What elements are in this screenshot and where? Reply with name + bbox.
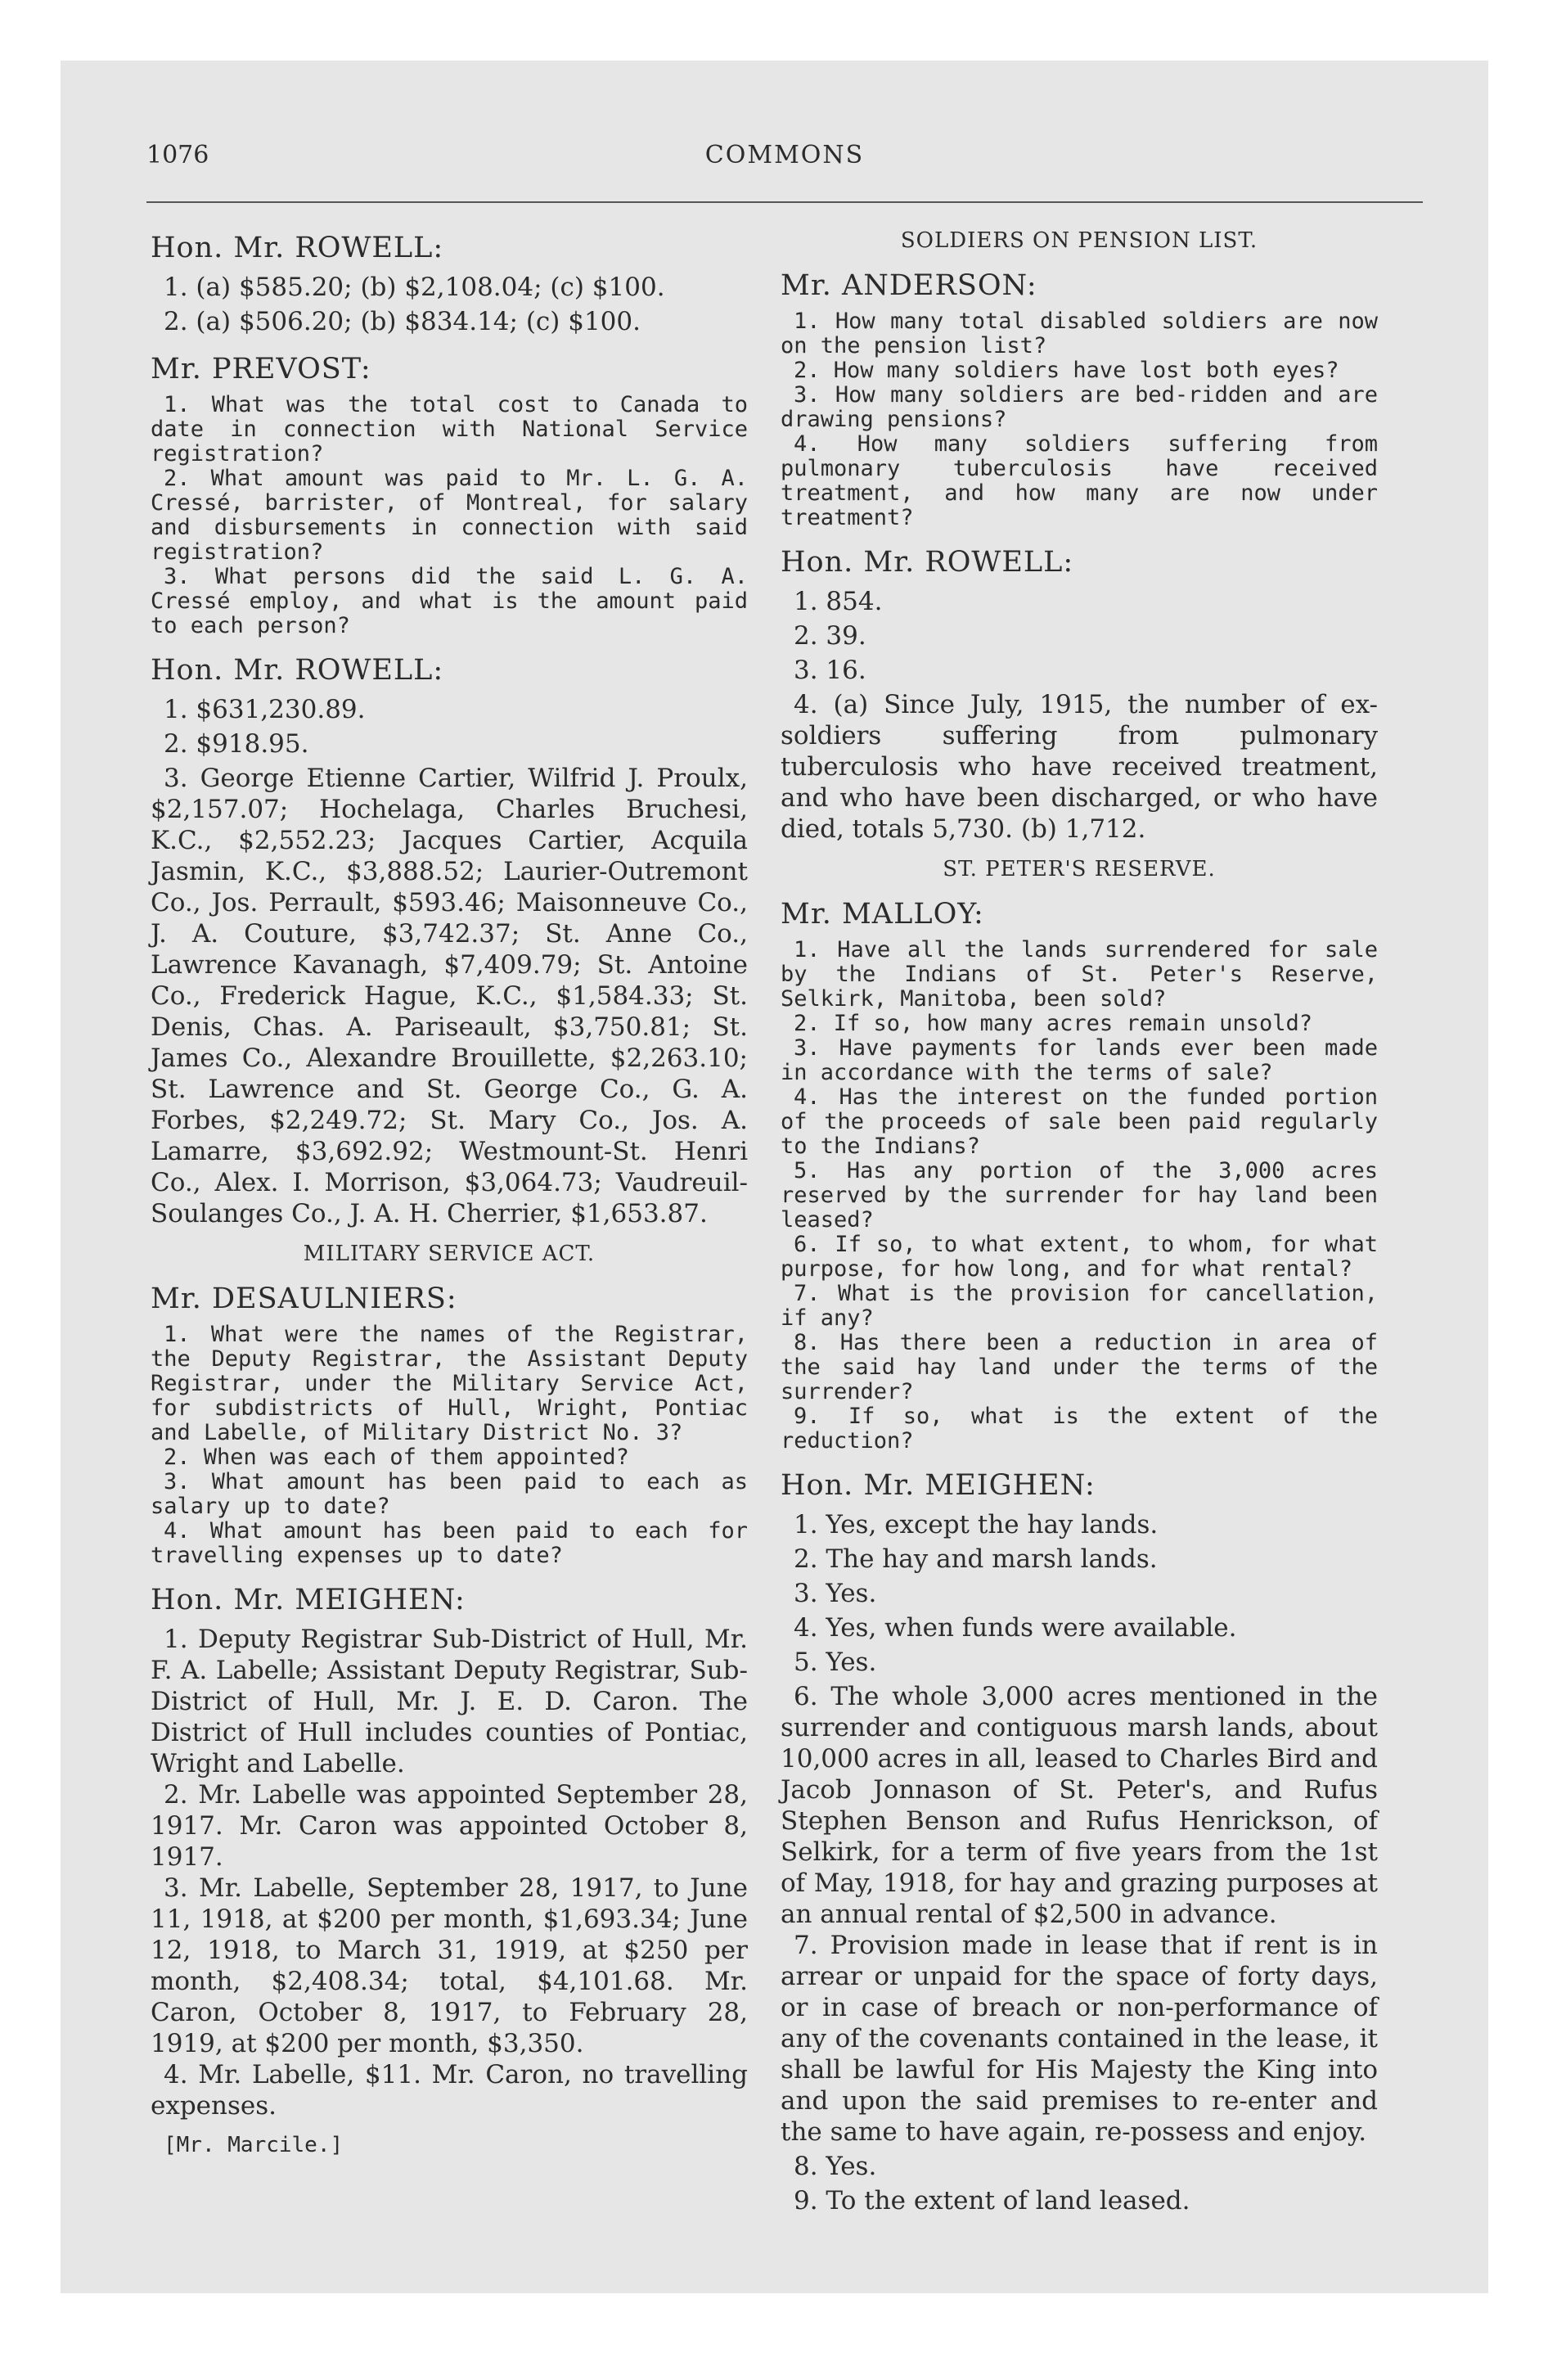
answer-item: 2. 39. — [794, 621, 866, 651]
page-scan — [61, 61, 1488, 2293]
speaker-name: Mr. PREVOST: — [151, 353, 371, 385]
answer-item: 4. Yes, when funds were available. — [794, 1613, 1237, 1643]
answer-item: 3. Yes. — [794, 1579, 877, 1608]
answer-item: 9. To the extent of land leased. — [794, 2186, 1190, 2215]
answer-item: 1. $631,230.89. — [164, 695, 366, 724]
rowell-answer-block — [781, 545, 1378, 845]
answer-item: 2. Mr. Labelle was appointed September 28, 1917. Mr. Caron was appointed October 8, 1917. — [151, 1780, 748, 1872]
rowell-answer-block — [151, 653, 748, 1229]
running-head: COMMONS — [704, 141, 865, 169]
question-item: 6. If so, to what extent, to whom, for what purpose, for how long, and for what rental? — [781, 1232, 1378, 1282]
answer-item: 8. Yes. — [794, 2152, 877, 2181]
page-number: 1076 — [146, 141, 209, 169]
section-heading: MILITARY SERVICE ACT. — [303, 1242, 596, 1266]
question-item: 4. What amount has been paid to each for travelling expenses up to date? — [151, 1518, 748, 1568]
answer-item: 6. The whole 3,000 acres mentioned in the surrender and contiguous marsh lands, about 10,000 acres in all, leased to Charles Bird and Jacob Jonnason of St. Peter's, and Rufus Stephen Benson and Rufus Henrickson, of Selkirk, for a term of five years from the 1st of May, 1918, for hay and grazing purposes at an annual rental of $2,500 in advance. — [781, 1682, 1378, 1929]
question-item: 9. If so, what is the extent of the reduction? — [781, 1404, 1378, 1454]
rowell-answer-block — [151, 231, 748, 337]
answer-item: 3. George Etienne Cartier, Wilfrid J. Proulx, $2,157.07; Hochelaga, Charles Bruchesi, K.C., $2,552.23; Jacques Cartier, Acquila Jasmin, K.C., $3,888.52; Laurier-Outremont Co., Jos. Perrault, $593.46; Maisonneuve Co., J. A. Couture, $3,742.37; St. Anne Co., Lawrence Kavanagh, $7,409.79; St. Antoine Co., Frederick Hague, K.C., $1,584.33; St. Denis, Chas. A. Pariseault, $3,750.81; St. James Co., Alexandre Brouillette, $2,263.10; St. Lawrence and St. George Co., G. A. Forbes, $2,249.72; St. Mary Co., Jos. A. Lamarre, $3,692.92; Westmount-St. Henri Co., Alex. I. Morrison, $3,064.73; Vaudreuil-Soulanges Co., J. A. H. Cherrier, $1,653.87. — [151, 764, 748, 1228]
speaker-name: Hon. Mr. ROWELL: — [151, 232, 444, 264]
answer-item: 1. Deputy Registrar Sub-District of Hull, Mr. F. A. Labelle; Assistant Deputy Registrar, Sub-District of Hull, Mr. J. E. D. Caron. The District of Hull includes counties of Pontiac, Wright and Labelle. — [151, 1625, 748, 1778]
question-item: 4. How many soldiers suffering from pulmonary tuberculosis have received treatment, and how many are now under treatment? — [781, 431, 1378, 530]
answer-item: 2. (a) $506.20; (b) $834.14; (c) $100. — [164, 307, 641, 336]
question-item: 5. Has any portion of the 3,000 acres reserved by the surrender for hay land been leased? — [781, 1158, 1378, 1233]
question-item: 2. How many soldiers have lost both eyes? — [794, 358, 1339, 383]
speaker-name: Hon. Mr. ROWELL: — [781, 546, 1074, 579]
right-column — [781, 216, 1378, 2221]
speaker-name: Mr. DESAULNIERS: — [151, 1282, 457, 1315]
footnote: [Mr. Marcile.] — [164, 2133, 344, 2157]
speaker-name: Mr. ANDERSON: — [781, 269, 1037, 302]
question-item: 2. When was each of them appointed? — [164, 1445, 629, 1470]
prevost-question-block — [151, 352, 748, 638]
answer-item: 1. 854. — [794, 587, 883, 616]
anderson-question-block — [781, 268, 1378, 530]
section-heading: ST. PETER'S RESERVE. — [943, 857, 1216, 881]
question-item: 7. What is the provision for cancellation, if any? — [781, 1281, 1378, 1331]
left-column — [151, 216, 748, 2157]
question-item: 3. What amount has been paid to each as salary up to date? — [151, 1469, 748, 1519]
question-item: 8. Has there been a reduction in area of the said hay land under the terms of the surrender? — [781, 1330, 1378, 1404]
desaulniers-question-block — [151, 1282, 748, 1568]
question-item: 1. How many total disabled soldiers are now on the pension list? — [781, 309, 1378, 358]
speaker-name: Hon. Mr. MEIGHEN: — [781, 1469, 1096, 1502]
question-item: 3. What persons did the said L. G. A. Cressé employ, and what is the amount paid to each person? — [151, 564, 748, 638]
question-item: 1. What was the total cost to Canada to date in connection with National Service registration? — [151, 392, 748, 467]
page-header — [146, 141, 1423, 174]
answer-item: 3. Mr. Labelle, September 28, 1917, to June 11, 1918, at $200 per month, $1,693.34; June 12, 1918, to March 31, 1919, at $250 per month, $2,408.34; total, $4,101.68. Mr. Caron, October 8, 1917, to February 28, 1919, at $200 per month, $3,350. — [151, 1873, 748, 2058]
speaker-name: Mr. MALLOY: — [781, 898, 984, 931]
answer-item: 7. Provision made in lease that if rent is in arrear or unpaid for the space of forty days, or in case of breach or non-performance of any of the covenants contained in the lease, it shall be lawful for His Majesty the King into and upon the said premises to re-enter and the same to have again, re-possess and enjoy. — [781, 1931, 1378, 2147]
question-item: 1. Have all the lands surrendered for sale by the Indians of St. Peter's Reserve, Selkirk, Manitoba, been sold? — [781, 937, 1378, 1012]
section-heading: SOLDIERS ON PENSION LIST. — [900, 228, 1258, 253]
question-item: 1. What were the names of the Registrar, the Deputy Registrar, the Assistant Deputy Registrar, under the Military Service Act, for subdistricts of Hull, Wright, Pontiac and Labelle, of Military District No. 3? — [151, 1322, 748, 1445]
meighen-answer-block — [151, 1583, 748, 2121]
answer-item: 1. (a) $585.20; (b) $2,108.04; (c) $100. — [164, 273, 665, 302]
speaker-name: Hon. Mr. ROWELL: — [151, 654, 444, 687]
answer-item: 5. Yes. — [794, 1648, 877, 1677]
question-item: 4. Has the interest on the funded portion of the proceeds of sale been paid regularly to the Indians? — [781, 1084, 1378, 1159]
answer-item: 2. $918.95. — [164, 729, 309, 759]
malloy-question-block — [781, 897, 1378, 1454]
answer-item: 1. Yes, except the hay lands. — [794, 1510, 1159, 1539]
question-item: 2. If so, how many acres remain unsold? — [794, 1011, 1312, 1036]
question-item: 3. Have payments for lands ever been made in accordance with the terms of sale? — [781, 1035, 1378, 1085]
answer-item: 3. 16. — [794, 656, 866, 685]
question-item: 2. What amount was paid to Mr. L. G. A. Cressé, barrister, of Montreal, for salary and disbursements in connection with said registration? — [151, 466, 748, 565]
question-item: 3. How many soldiers are bed-ridden and are drawing pensions? — [781, 382, 1378, 432]
header-rule — [146, 201, 1423, 203]
meighen-answer-block — [781, 1468, 1378, 2216]
speaker-name: Hon. Mr. MEIGHEN: — [151, 1584, 466, 1616]
answer-item: 4. Mr. Labelle, $11. Mr. Caron, no travelling expenses. — [151, 2060, 748, 2121]
answer-item: 2. The hay and marsh lands. — [794, 1544, 1158, 1574]
answer-item: 4. (a) Since July, 1915, the number of ex-soldiers suffering from pulmonary tuberculosis who have received treatment, and who have been discharged, or who have died, totals 5,730. (b) 1,712. — [781, 690, 1378, 844]
